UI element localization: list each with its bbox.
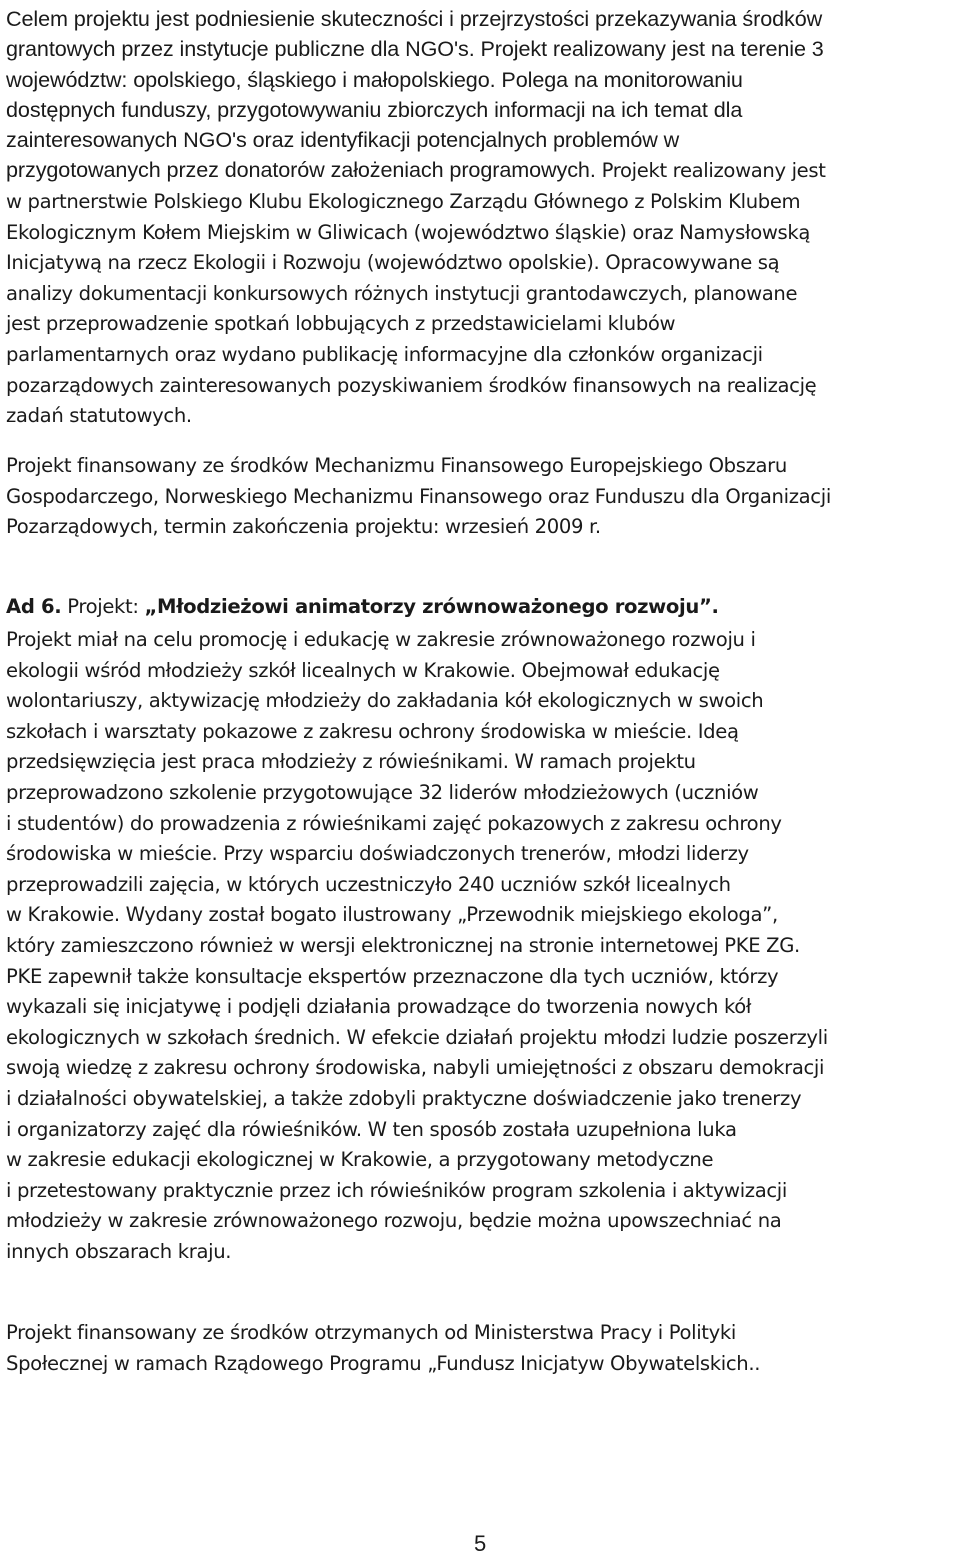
- paragraph-funding-1: [6, 451, 831, 543]
- paragraph-project-description: [6, 625, 828, 1267]
- text-line: parlamentarnych oraz wydano publikację informacyjne dla członków organizacji: [6, 343, 763, 367]
- text-line: Projekt miał na celu promocję i edukację w zakresie zrównoważonego rozwoju i: [6, 628, 756, 651]
- text-line: Projekt finansowany ze środków otrzymanych od Ministerstwa Pracy i Polityki: [6, 1321, 736, 1344]
- text-line: w Krakowie. Wydany został bogato ilustrowany „Przewodnik miejskiego ekologa”,: [6, 903, 778, 927]
- text-line: ekologii wśród młodzieży szkół licealnych w Krakowie. Obejmował edukację: [6, 658, 720, 682]
- text-line: wolontariuszy, aktywizację młodzieży do zakładania kół ekologicznych w swoich: [6, 689, 764, 713]
- text-line: zadań statutowych.: [6, 404, 192, 428]
- text-line: dostępnych funduszy, przygotowywaniu zbiorczych informacji na ich temat dla: [6, 96, 743, 122]
- heading-number: Ad 6.: [6, 595, 62, 618]
- page-number: 5: [474, 1531, 487, 1556]
- text-line: który zamieszczono również w wersji elektronicznej na stronie internetowej PKE ZG.: [6, 933, 800, 957]
- text-line: Projekt finansowany ze środków Mechanizmu Finansowego Europejskiego Obszaru: [6, 454, 787, 477]
- heading-prefix: Projekt:: [61, 595, 145, 618]
- text-line: przeprowadzili zajęcia, w których uczestniczyło 240 uczniów szkół licealnych: [6, 872, 731, 896]
- text-line: Społecznej w ramach Rządowego Programu „Fundusz Inicjatyw Obywatelskich..: [6, 1351, 761, 1375]
- section-heading: [6, 592, 719, 622]
- heading-line: [6, 592, 719, 622]
- text-line: Ekologicznym Kołem Miejskim w Gliwicach (województwo śląskie) oraz Namysłowską: [6, 220, 811, 244]
- text-line: [6, 155, 826, 187]
- text-line: Celem projektu jest podniesienie skuteczności i przejrzystości przekazywania środków: [6, 6, 823, 31]
- text-line: województw: opolskiego, śląskiego i małopolskiego. Polega na monitorowaniu: [6, 66, 743, 92]
- text-line: przeprowadzono szkolenie przygotowujące 32 liderów młodzieżowych (uczniów: [6, 780, 759, 804]
- text-line: analizy dokumentacji konkursowych różnych instytucji grantodawczych, planowane: [6, 281, 798, 305]
- heading-title: „Młodzieżowi animatorzy zrównoważonego rozwoju”.: [144, 595, 719, 618]
- text-line: zainteresowanych NGO's oraz identyfikacji potencjalnych problemów w: [6, 127, 680, 153]
- paragraph-project-goal: [6, 4, 826, 432]
- text-line: środowiska w mieście. Przy wsparciu doświadczonych trenerów, młodzi liderzy: [6, 842, 749, 866]
- text-line: przedsięwzięcia jest praca młodzieży z rówieśnikami. W ramach projektu: [6, 750, 696, 774]
- text-line: swoją wiedzę z zakresu ochrony środowiska, nabyli umiejętności z obszaru demokracji: [6, 1056, 825, 1080]
- text-segment: Inicjatywą na rzecz Ekologii i Rozwoju (województwo opolskie).: [6, 251, 600, 275]
- text-line: Pozarządowych, termin zakończenia projektu: wrzesień 2009 r.: [6, 515, 601, 539]
- text-line: jest przeprowadzenie spotkań lobbujących z przedstawicielami klubów: [6, 312, 676, 336]
- text-line: grantowych przez instytucje publiczne dla NGO's. Projekt realizowany jest na terenie 3: [6, 36, 824, 62]
- text-line: szkołach i warsztaty pokazowe z zakresu ochrony środowiska w mieście. Ideą: [6, 719, 739, 743]
- text-line: pozarządowych zainteresowanych pozyskiwaniem środków finansowych na realizację: [6, 373, 817, 397]
- text-segment: Projekt realizowany jest: [595, 159, 826, 183]
- text-segment: przygotowanych przez donatorów założeniach programowych.: [6, 157, 596, 183]
- text-line: w partnerstwie Polskiego Klubu Ekologicznego Zarządu Głównego z Polskim Klubem: [6, 190, 801, 214]
- text-line: i działalności obywatelskiej, a także zdobyli praktyczne doświadczenie jako trenerzy: [6, 1086, 802, 1110]
- text-line: i przetestowany praktycznie przez ich rówieśników program szkolenia i aktywizacji: [6, 1178, 787, 1202]
- text-line: młodzieży w zakresie zrównoważonego rozwoju, będzie można upowszechniać na: [6, 1209, 782, 1233]
- text-line: ekologicznych w szkołach średnich. W efekcie działań projektu młodzi ludzie poszerzyli: [6, 1025, 828, 1049]
- text-line: Gospodarczego, Norweskiego Mechanizmu Finansowego oraz Funduszu dla Organizacji: [6, 484, 831, 508]
- text-line: i studentów) do prowadzenia z rówieśnikami zajęć pokazowych z zakresu ochrony: [6, 811, 782, 835]
- paragraph-funding-2: [6, 1318, 760, 1379]
- text-line: PKE zapewnił także konsultacje ekspertów przeznaczone dla tych uczniów, którzy: [6, 964, 779, 988]
- text-line: innych obszarach kraju.: [6, 1239, 232, 1263]
- text-segment: Opracowywane są: [599, 251, 780, 275]
- text-line: i organizatorzy zajęć dla rówieśników. W ten sposób została uzupełniona luka: [6, 1117, 737, 1141]
- text-line: [6, 248, 826, 279]
- text-line: w zakresie edukacji ekologicznej w Krakowie, a przygotowany metodyczne: [6, 1148, 714, 1172]
- text-line: wykazali się inicjatywę i podjęli działania prowadzące do tworzenia nowych kół: [6, 995, 752, 1019]
